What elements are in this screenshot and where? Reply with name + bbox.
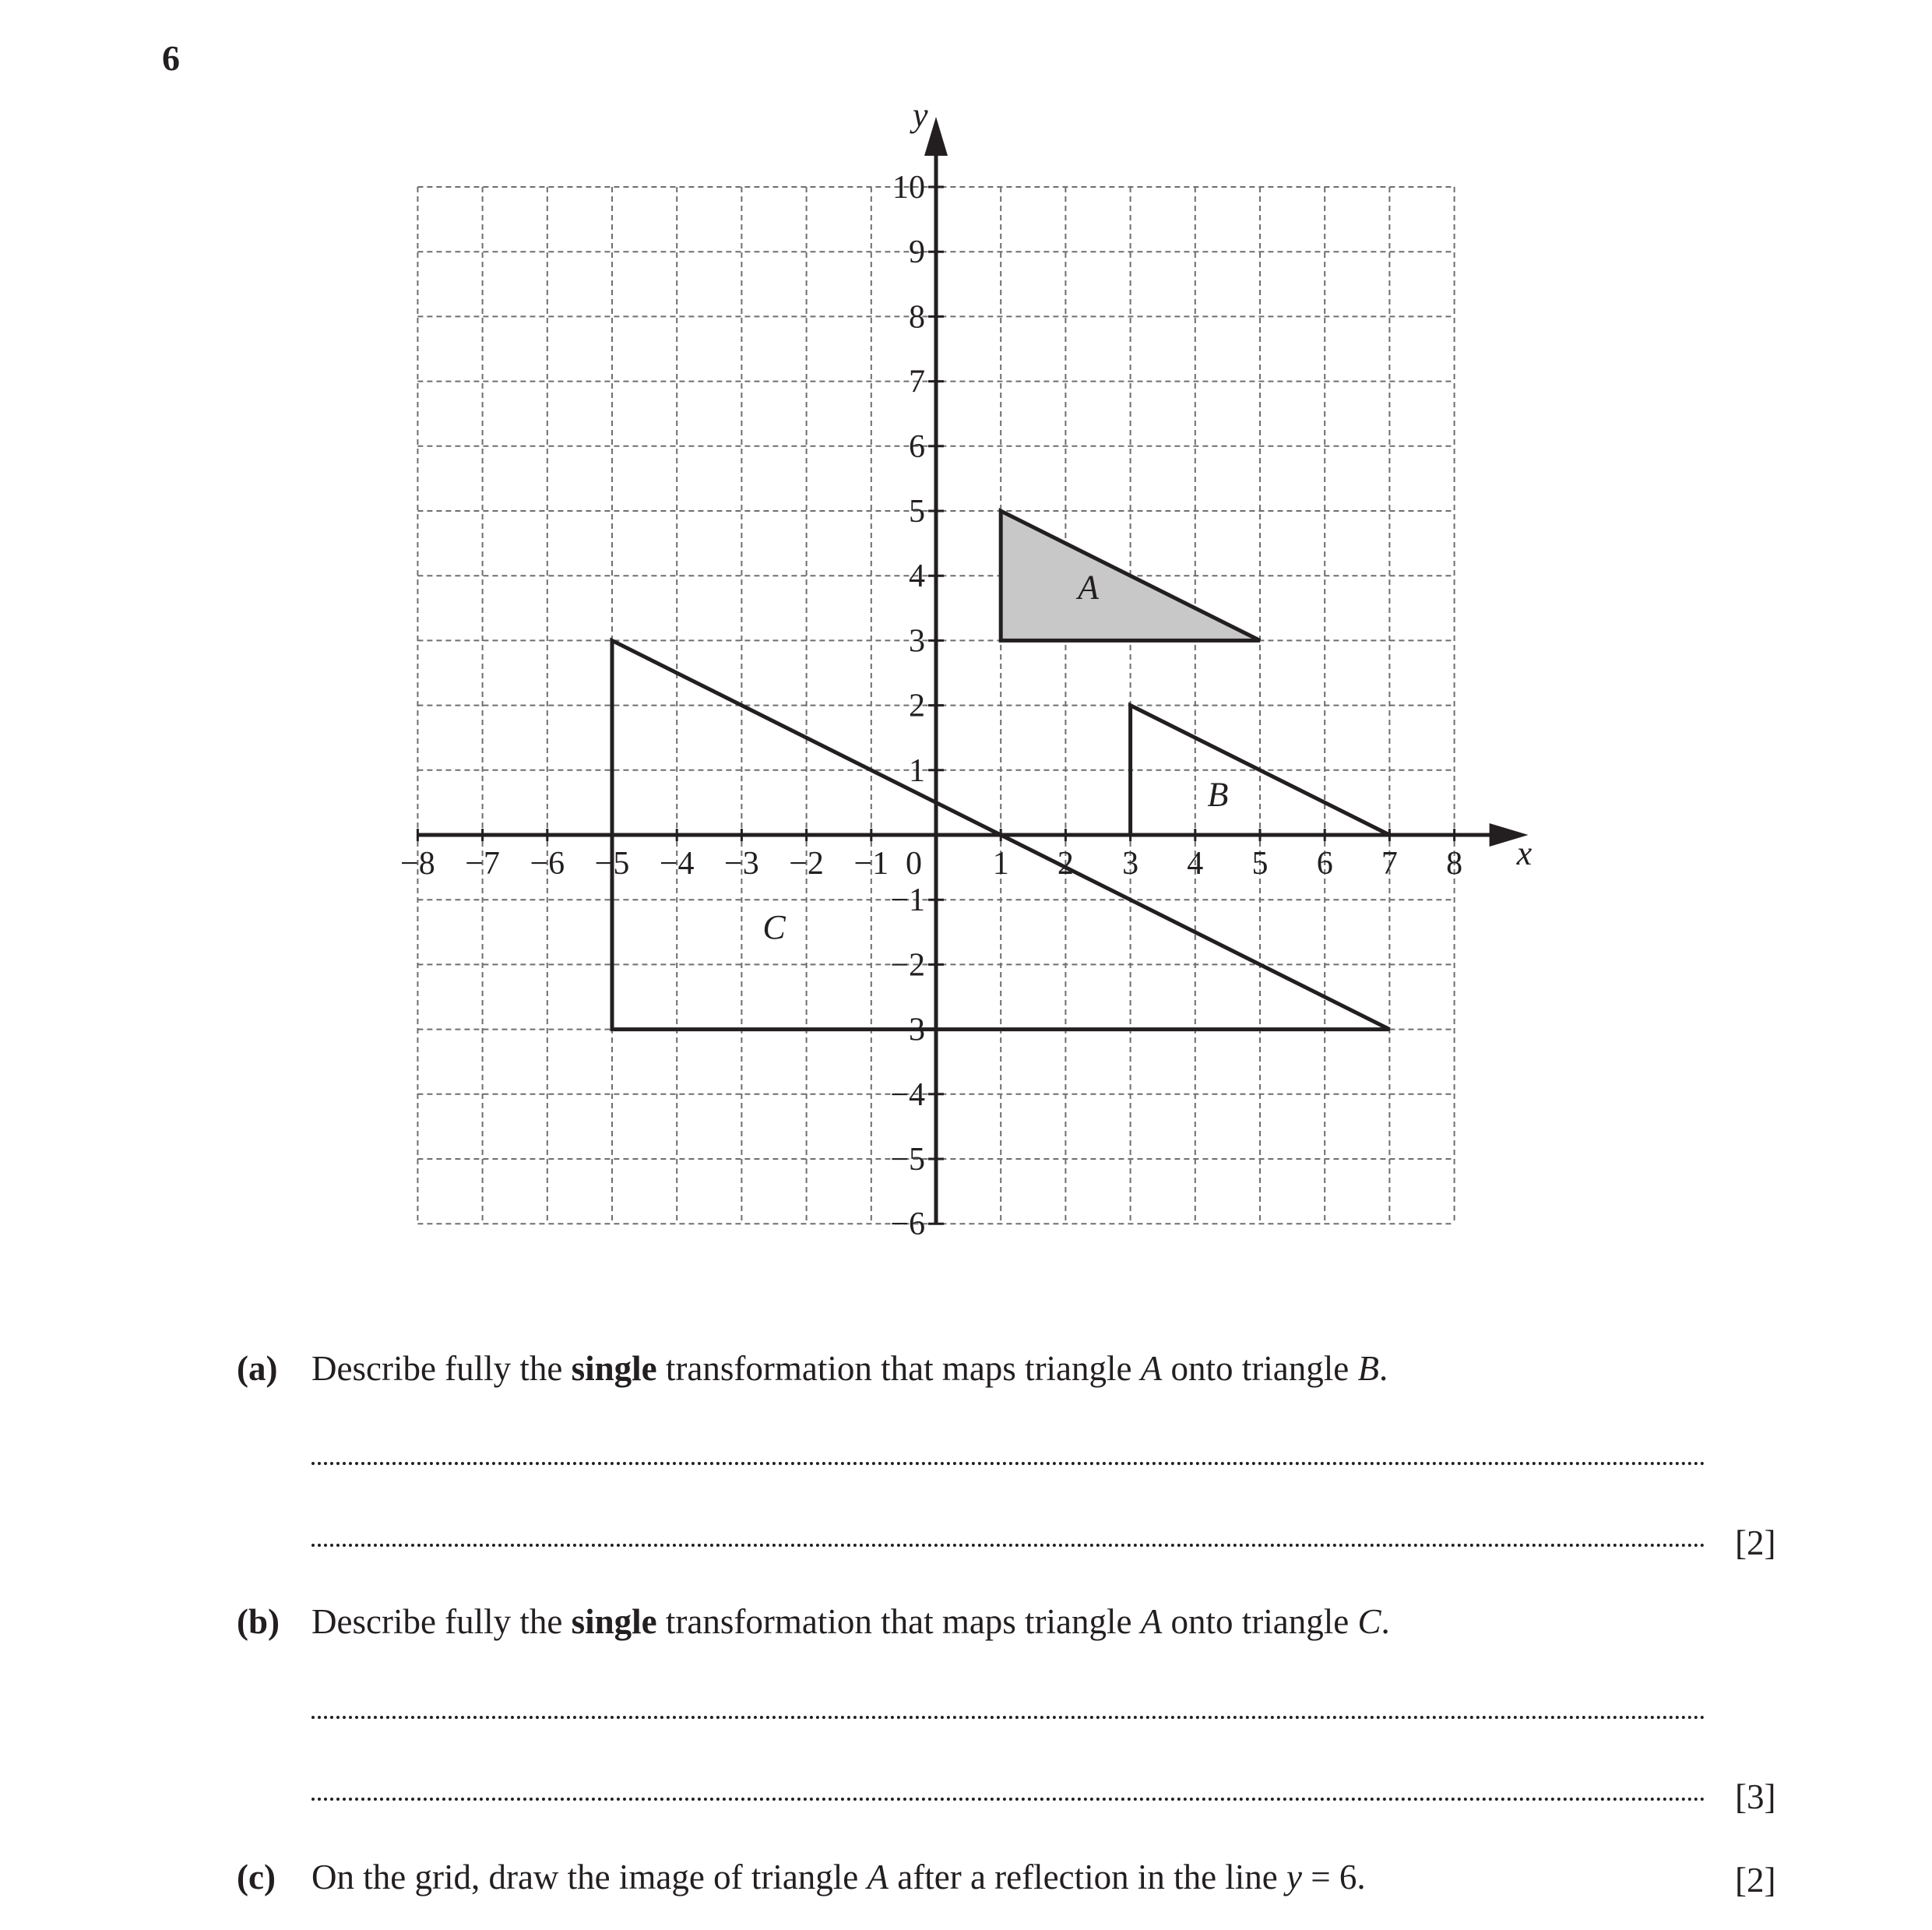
y-tick-label: 7 — [909, 364, 925, 400]
y-tick-label: −6 — [890, 1206, 925, 1243]
y-tick-label: −2 — [890, 947, 925, 984]
y-tick-label: −1 — [890, 882, 925, 919]
x-axis-label: x — [1516, 834, 1533, 872]
x-tick-label: −4 — [659, 846, 695, 882]
part-c-marks: [2] — [1735, 1861, 1776, 1900]
question-number: 6 — [162, 38, 180, 78]
y-tick-label: −5 — [890, 1142, 925, 1178]
y-tick-label: 6 — [909, 428, 925, 465]
triangle-a-label: A — [1078, 568, 1099, 607]
x-tick-label: −8 — [400, 846, 435, 882]
part-b-marks: [3] — [1735, 1777, 1776, 1816]
y-tick-label: 4 — [909, 558, 925, 595]
x-tick-label: −1 — [853, 846, 889, 882]
y-tick-label: 3 — [909, 623, 925, 660]
x-tick-label: 7 — [1381, 846, 1398, 882]
answer-line-b1[interactable] — [311, 1716, 1705, 1719]
part-b-label: (b) — [237, 1602, 280, 1641]
y-tick-label: 9 — [909, 234, 925, 271]
triangle-b-label: B — [1207, 775, 1229, 814]
answer-line-a1[interactable] — [311, 1462, 1705, 1465]
x-tick-label: −7 — [465, 846, 500, 882]
triangle-a — [1001, 511, 1260, 640]
x-tick-label: 8 — [1446, 846, 1463, 882]
x-tick-label: 3 — [1122, 846, 1139, 882]
answer-line-b2[interactable] — [311, 1798, 1705, 1801]
part-a-question: Describe fully the single transformation that maps triangle A onto triangle B. — [311, 1349, 1388, 1388]
y-tick-label: −3 — [890, 1012, 925, 1048]
answer-line-a2[interactable] — [311, 1544, 1705, 1547]
x-tick-label: −2 — [789, 846, 824, 882]
x-tick-label: 2 — [1057, 846, 1074, 882]
part-c-question: On the grid, draw the image of triangle A after a reflection in the line y = 6. — [311, 1858, 1366, 1897]
origin-label: 0 — [906, 846, 922, 882]
y-tick-label: 10 — [892, 170, 925, 206]
y-tick-label: 8 — [909, 299, 925, 336]
axes — [417, 117, 1528, 1224]
y-tick-label: 1 — [909, 752, 925, 789]
y-tick-label: −4 — [890, 1076, 925, 1113]
triangle-c-label: C — [762, 908, 786, 947]
x-tick-label: 4 — [1187, 846, 1204, 882]
part-b-question: Describe fully the single transformation that maps triangle A onto triangle C. — [311, 1602, 1390, 1641]
y-tick-label: 2 — [909, 688, 925, 724]
x-tick-label: −3 — [724, 846, 759, 882]
x-tick-label: −5 — [594, 846, 630, 882]
part-a-marks: [2] — [1735, 1523, 1776, 1562]
x-tick-label: −6 — [530, 846, 565, 882]
part-a-label: (a) — [237, 1349, 278, 1388]
x-tick-label: 1 — [992, 846, 1009, 882]
part-c-label: (c) — [237, 1858, 276, 1897]
x-tick-label: 6 — [1316, 846, 1333, 882]
y-tick-label: 5 — [909, 494, 925, 530]
y-axis-label: y — [913, 96, 928, 134]
axis-tick-labels — [400, 96, 1533, 1242]
x-tick-label: 5 — [1251, 846, 1269, 882]
